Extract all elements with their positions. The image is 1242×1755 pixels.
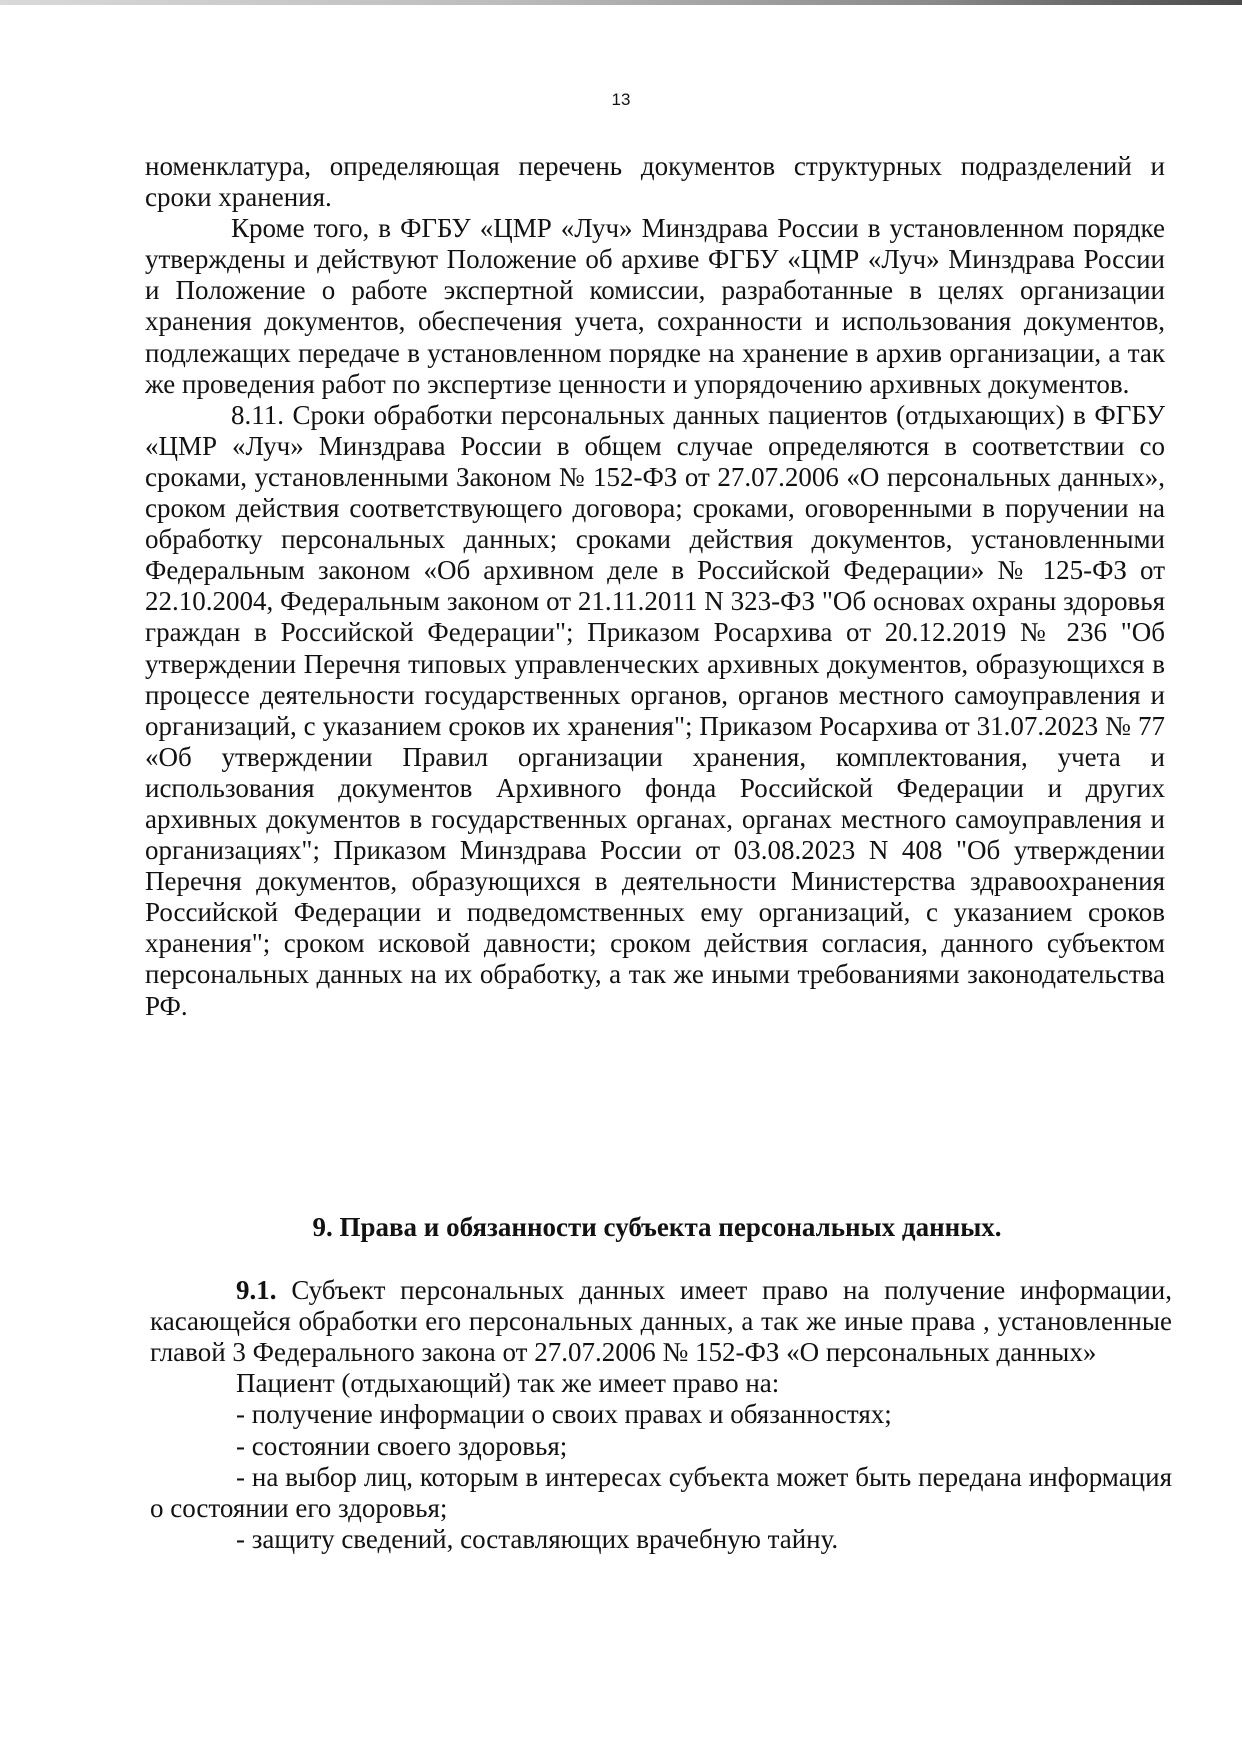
clause-9-1 (150, 1275, 1172, 1368)
rights-list (150, 1399, 1172, 1554)
section-heading: 9. Права и обязанности субъекта персональных данных. (312, 1212, 1002, 1242)
list-item: - защиту сведений, составляющих врачебную тайну. (236, 1523, 839, 1554)
list-item: - на выбор лиц, которым в интересах субъекта может быть передана информация о состоянии его здоровья; (150, 1461, 1172, 1523)
section-9 (150, 1212, 1172, 1555)
list-item: - состоянии своего здоровья; (236, 1430, 568, 1461)
body-text (145, 151, 1165, 1022)
clause-number: 9.1. (236, 1275, 277, 1306)
rights-lead: Пациент (отдыхающий) так же имеет право на: (236, 1368, 780, 1399)
list-item: - получение информации о своих правах и обязанностях; (236, 1399, 892, 1430)
paragraph-archive-regulations: Кроме того, в ФГБУ «ЦМР «Луч» Минздрава России в установленном порядке утверждены и действуют Положение об архиве ФГБУ «ЦМР «Луч» Минздрава России и Положение о работе экспертной комиссии, разработанные в целях организации хранения документов, обеспечения учета, сохранности и использования документов, подлежащих передаче в установленном порядке на хранение в архив организации, а так же проведения работ по экспертизе ценности и упорядочению архивных документов. (145, 213, 1165, 399)
page-number: 13 (611, 90, 631, 109)
paragraph-continuation: номенклатура, определяющая перечень документов структурных подразделений и сроки хранения. (145, 151, 1165, 213)
clause-text: Субъект персональных данных имеет право на получение информации, касающейся обработки его персональных данных, а так же иные права , установленные главой 3 Федерального закона от 27.07.2006 № 152-ФЗ «О персональных данных» (150, 1275, 1172, 1368)
paragraph-8-11: 8.11. Сроки обработки персональных данных пациентов (отдыхающих) в ФГБУ «ЦМР «Луч» Минздрава России в общем случае определяются в соответствии со сроками, установленными Законом № 152-ФЗ от 27.07.2006 «О персональных данных», сроком действия соответствующего договора; сроками, оговоренными в поручении на обработку персональных данных; сроками действия документов, установленными Федеральным законом «Об архивном деле в Российской Федерации» № 125-ФЗ от 22.10.2004, Федеральным законом от 21.11.2011 N 323-ФЗ "Об основах охраны здоровья граждан в Российской Федерации"; Приказом Росархива от 20.12.2019 № 236 "Об утверждении Перечня типовых управленческих архивных документов, образующихся в процессе деятельности государственных органов, органов местного самоуправления и организаций, с указанием сроков их хранения"; Приказом Росархива от 31.07.2023 № 77 «Об утверждении Правил организации хранения, комплектования, учета и использования документов Архивного фонда Российской Федерации и других архивных документов в государственных органах, органах местного самоуправления и организациях"; Приказом Минздрава России от 03.08.2023 N 408 "Об утверждении Перечня документов, образующихся в деятельности Министерства здравоохранения Российской Федерации и подведомственных ему организаций, с указанием сроков хранения"; сроком исковой давности; сроком действия согласия, данного субъектом персональных данных на их обработку, а так же иными требованиями законодательства РФ. (145, 399, 1165, 1021)
